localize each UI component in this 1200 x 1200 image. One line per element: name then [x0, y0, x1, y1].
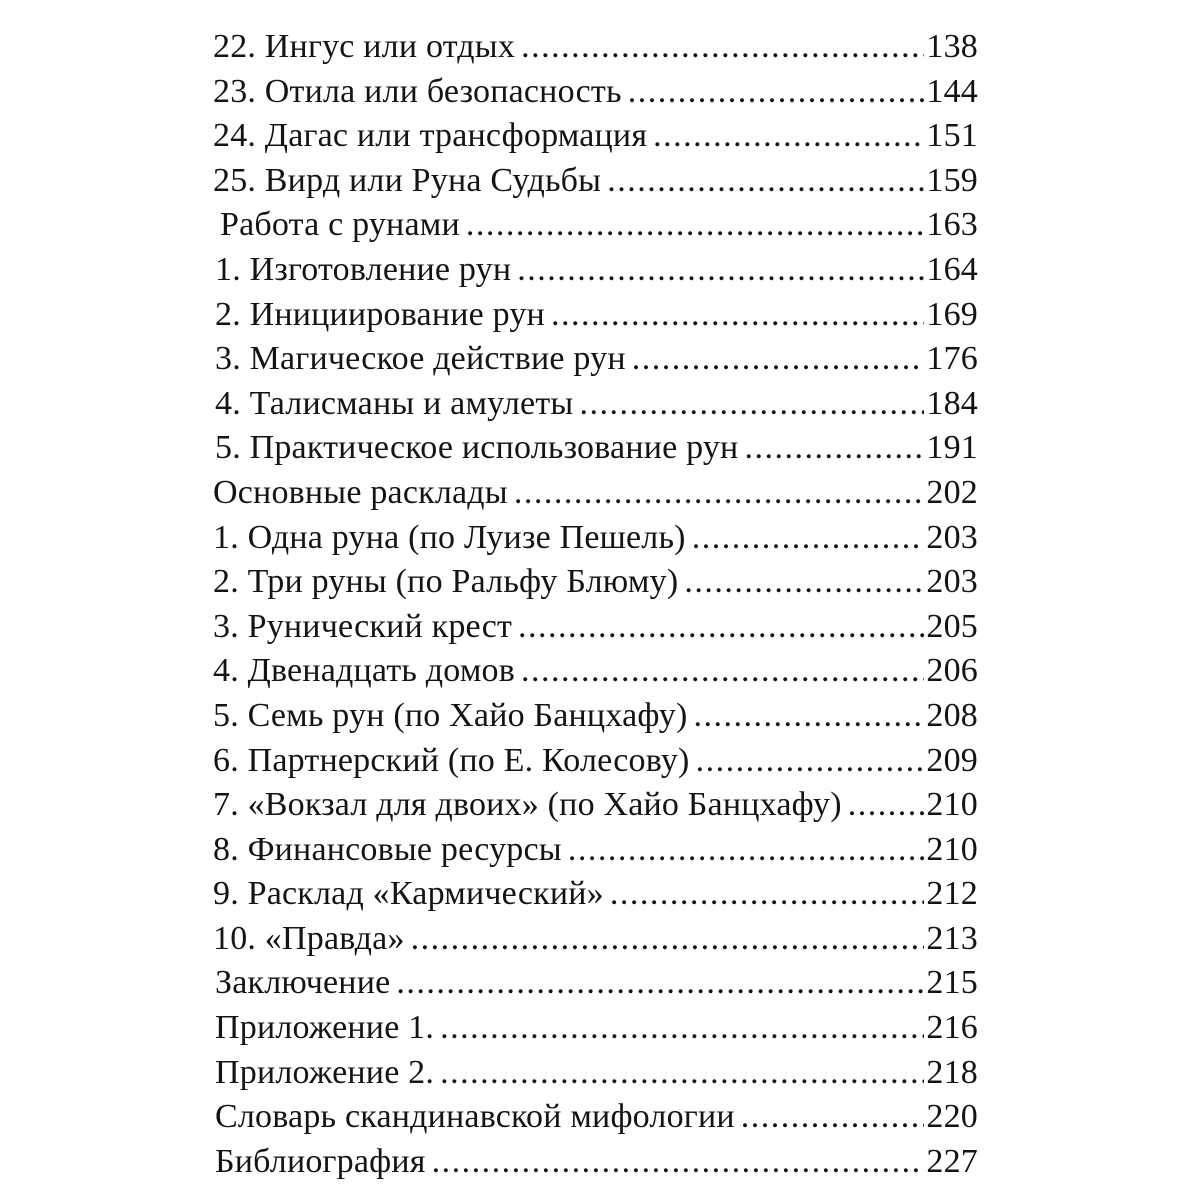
- dot-leader: [610, 872, 925, 917]
- dot-leader: [514, 471, 925, 516]
- dot-leader: [521, 649, 924, 694]
- dot-leader: [396, 961, 924, 1006]
- dot-leader: [521, 25, 924, 70]
- toc-entry-page: 202: [926, 473, 978, 511]
- toc-entry: [213, 560, 978, 605]
- toc-entry-title: 4. Талисманы и амулеты: [215, 384, 574, 422]
- toc-entry: [213, 159, 978, 204]
- dot-leader: [692, 516, 925, 561]
- toc-entry: [213, 114, 978, 159]
- dot-leader: [744, 426, 924, 471]
- toc-section-entry: [213, 961, 978, 1006]
- toc-entry-title: 5. Практическое использование рун: [215, 429, 739, 467]
- toc-entry-title: 9. Расклад «Кармический»: [213, 875, 604, 913]
- toc-entry-page: 205: [926, 607, 978, 645]
- toc-entry-page: 203: [926, 518, 978, 556]
- toc-entry-title: 5. Семь рун (по Хайо Банцхафу): [213, 696, 688, 734]
- dot-leader: [466, 203, 925, 248]
- dot-leader: [518, 605, 924, 650]
- toc-entry-title: Словарь скандинавской мифологии: [215, 1098, 735, 1136]
- toc-section-entry: [213, 1051, 978, 1096]
- dot-leader: [440, 1051, 924, 1096]
- dot-leader: [579, 382, 924, 427]
- dot-leader: [517, 248, 924, 293]
- dot-leader: [628, 70, 925, 115]
- toc-entry-title: Работа с рунами: [220, 206, 460, 244]
- toc-entry: [213, 293, 978, 338]
- dot-leader: [568, 828, 925, 873]
- table-of-contents: [213, 25, 978, 1184]
- toc-entry-title: 10. «Правда»: [213, 919, 405, 957]
- toc-entry-page: 164: [926, 250, 978, 288]
- toc-entry: [213, 337, 978, 382]
- toc-entry: [213, 605, 978, 650]
- toc-entry-title: 24. Дагас или трансформация: [213, 117, 648, 155]
- toc-entry-title: 23. Отила или безопасность: [213, 72, 622, 110]
- dot-leader: [607, 159, 924, 204]
- toc-entry-title: Приложение 1.: [215, 1009, 435, 1047]
- toc-entry: [213, 25, 978, 70]
- toc-entry-title: Заключение: [215, 964, 391, 1002]
- toc-entry-page: 184: [926, 384, 978, 422]
- dot-leader: [432, 1140, 925, 1185]
- toc-entry-page: 191: [926, 429, 978, 467]
- toc-entry-title: Библиография: [215, 1142, 426, 1180]
- dot-leader: [696, 739, 925, 784]
- toc-entry-title: 25. Вирд или Руна Судьбы: [213, 161, 602, 199]
- toc-entry-title: 6. Партнерский (по Е. Колесову): [213, 741, 690, 779]
- dot-leader: [440, 1006, 924, 1051]
- toc-entry-page: 159: [926, 161, 978, 199]
- toc-entry-page: 203: [926, 563, 978, 601]
- toc-section-entry: [213, 471, 978, 516]
- toc-section-entry: [213, 203, 978, 248]
- toc-entry-page: 216: [926, 1009, 978, 1047]
- dot-leader: [632, 337, 925, 382]
- dot-leader: [411, 917, 925, 962]
- toc-entry: [213, 516, 978, 561]
- toc-entry-page: 227: [926, 1142, 978, 1180]
- toc-entry: [213, 917, 978, 962]
- toc-section-entry: [213, 1140, 978, 1185]
- toc-entry-title: 2. Три руны (по Ральфу Блюму): [213, 563, 679, 601]
- dot-leader: [741, 1095, 925, 1140]
- toc-entry-page: 215: [926, 964, 978, 1002]
- dot-leader: [684, 560, 924, 605]
- toc-entry-page: 206: [926, 652, 978, 690]
- toc-entry-page: 213: [926, 919, 978, 957]
- toc-entry: [213, 248, 978, 293]
- dot-leader: [653, 114, 924, 159]
- toc-entry-page: 210: [926, 830, 978, 868]
- toc-entry: [213, 694, 978, 739]
- toc-entry: [213, 828, 978, 873]
- toc-entry-title: Приложение 2.: [215, 1053, 435, 1091]
- toc-section-entry: [213, 1095, 978, 1140]
- toc-entry-page: 151: [926, 117, 978, 155]
- toc-entry: [213, 649, 978, 694]
- toc-entry-page: 210: [926, 786, 978, 824]
- toc-entry: [213, 382, 978, 427]
- toc-entry-page: 212: [926, 875, 978, 913]
- toc-entry: [213, 739, 978, 784]
- toc-entry-page: 208: [926, 696, 978, 734]
- toc-entry-title: Основные расклады: [213, 473, 508, 511]
- dot-leader: [551, 293, 924, 338]
- toc-entry-title: 1. Изготовление рун: [215, 250, 512, 288]
- dot-leader: [693, 694, 924, 739]
- toc-entry-title: 2. Инициирование рун: [215, 295, 545, 333]
- toc-entry-title: 4. Двенадцать домов: [213, 652, 516, 690]
- toc-entry-page: 144: [926, 72, 978, 110]
- toc-entry-title: 8. Финансовые ресурсы: [213, 830, 562, 868]
- toc-entry: [213, 70, 978, 115]
- toc-entry-page: 218: [926, 1053, 978, 1091]
- toc-entry-page: 138: [926, 28, 978, 65]
- toc-entry: [213, 872, 978, 917]
- toc-entry-title: 1. Одна руна (по Луизе Пешель): [213, 518, 686, 556]
- toc-entry-page: 209: [926, 741, 978, 779]
- toc-entry-page: 169: [926, 295, 978, 333]
- toc-entry-title: 22. Ингус или отдых: [213, 28, 516, 65]
- toc-section-entry: [213, 1006, 978, 1051]
- toc-entry: [213, 426, 978, 471]
- toc-entry-page: 163: [926, 206, 978, 244]
- toc-entry-page: 176: [926, 340, 978, 378]
- dot-leader: [848, 783, 925, 828]
- toc-entry: [213, 783, 978, 828]
- toc-entry-title: 7. «Вокзал для двоих» (по Хайо Банцхафу): [213, 786, 842, 824]
- toc-entry-title: 3. Магическое действие рун: [215, 340, 626, 378]
- toc-entry-title: 3. Рунический крест: [213, 607, 513, 645]
- toc-entry-page: 220: [926, 1098, 978, 1136]
